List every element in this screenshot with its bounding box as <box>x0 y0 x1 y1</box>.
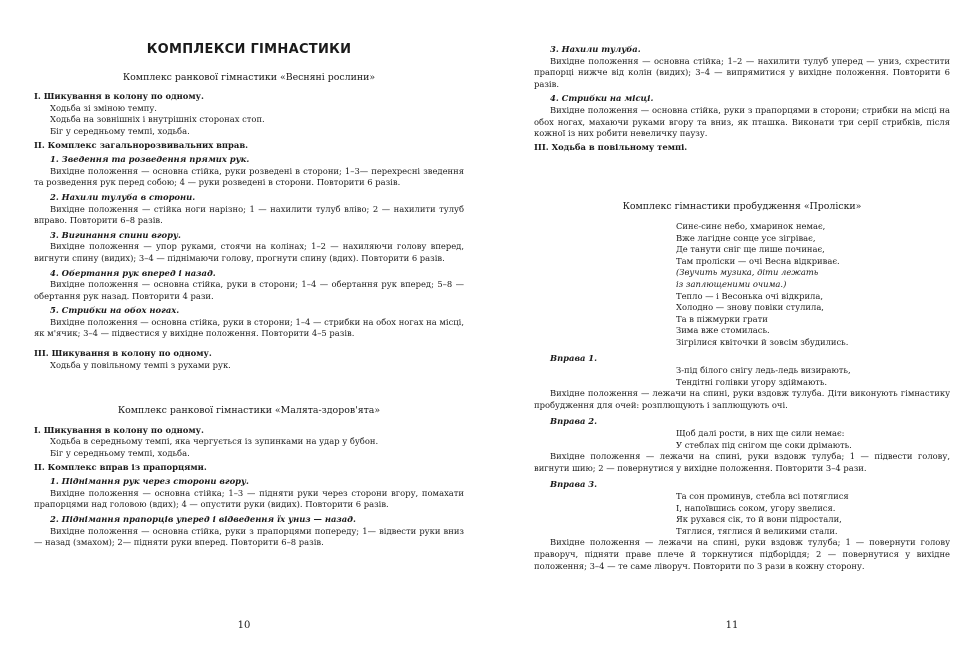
exercise-heading: Вправа 1. <box>550 353 598 364</box>
exercise-title: 1. Піднімання рук через сторони вгору. <box>50 476 249 487</box>
exercise-text: Вихідне положення — лежачи на спині, руки вздовж тулуба; 1 — повернути голову праворуч, підняти праве плече й торкнутися підборіддя; 2 — повернутися у вихідне положення; 3–4 — те саме ліворуч. Повторити по 3 рази в кожну сторону. <box>534 537 950 571</box>
exercise-heading: Вправа 3. <box>550 479 598 490</box>
exercise-title: 2. Нахили тулуба в сторони. <box>50 191 196 202</box>
poem-line: Щоб далі рости, в них ще сили немає: <box>676 428 845 439</box>
exercise-text: Вихідне положення — основна стійка; 1–2 — нахилити тулуб уперед — униз, схрестити прапорці нижче від колін (видих); 3–4 — випрямитися у вихідне положення. Повторити 6 разів. <box>534 55 950 89</box>
exercise-title: 1. Зведення та розведення прямих рук. <box>50 154 250 165</box>
exercise-title: 4. Обертання рук вперед і назад. <box>50 267 216 278</box>
page-number: 10 <box>237 620 251 632</box>
exercise-text: Вихідне положення — основна стійка, руки з прапорцями в сторони; стрибки на місці на обох ногах, махаючи руками вгору та вниз, як пташка. Виконати три серії стрибків, після кожної із них робити невеличку паузу. <box>534 104 950 139</box>
poem-line: Тепло — і Весонька очі відкрила, <box>676 290 824 301</box>
section-heading: ІІ. Комплекс вправ із прапорцями. <box>34 461 207 472</box>
poem-line: Тендітні голівки угору здіймають. <box>676 376 828 387</box>
section-heading: ІІ. Комплекс загальнорозвивальних вправ. <box>34 139 249 150</box>
poem-line: Там проліски — очі Весна відкриває. <box>676 255 840 266</box>
text-line: Ходьба в середньому темпі, яка чергується із зупинками на удар у бубон. <box>50 436 379 447</box>
stage-direction: (Звучить музика, діти лежать <box>676 267 819 278</box>
section-heading: ІІІ. Ходьба в повільному темпі. <box>534 141 688 152</box>
poem-line: Тяглися, тяглися й великими стали. <box>676 525 838 536</box>
poem-line: Як рухався сік, то й вони підростали, <box>676 514 842 525</box>
exercise-text: Вихідне положення — лежачи на спині, руки вздовж тулуба; 1 — підвести голову, вигнути шию; 2 — повернутися у вихідне положення. Повторити 3–4 рази. <box>534 451 950 473</box>
poem-line: Та в піжмурки грати <box>676 313 768 324</box>
page-number: 11 <box>725 620 739 632</box>
exercise-text: Вихідне положення — основна стійка; 1–3 — підняти руки через сторони вгору, помахати прапорцями над головою (вдих); 4 — опустити руки (видих). Повторити 6 разів. <box>34 487 464 510</box>
exercise-text: Вихідне положення — упор руками, стоячи на колінах; 1–2 — нахиляючи голову вперед, вигнути спину (видих); 3–4 — піднімаючи голову, прогнути спину (вдих). Повторити 6 разів. <box>34 241 464 263</box>
exercise-heading: Вправа 2. <box>550 416 598 427</box>
exercise-text: Вихідне положення — основна стійка, руки з прапорцями попереду; 1— відвести руки вниз — назад (змахом); 2— підняти руки вперед. Повторити 6–8 разів. <box>34 525 464 548</box>
poem-line: З-під білого снігу ледь-ледь визирають, <box>676 365 851 376</box>
exercise-text: Вихідне положення — основна стійка, руки в сторони; 1–4 — стрибки на обох ногах на місці, як м'ячик; 3–4 — підвестися у вихідне положення. Повторити 4–5 разів. <box>34 316 464 339</box>
exercise-text: Вихідне положення — стійка ноги нарізно; 1 — нахилити тулуб вліво; 2 — нахилити тулуб вправо. Повторити 6–8 разів. <box>34 203 464 226</box>
text-line: Ходьба на зовнішніх і внутрішніх сторонах стоп. <box>50 114 265 125</box>
page-title: КОМПЛЕКСИ ГІМНАСТИКИ <box>146 42 352 57</box>
poem-line: Зігрілися квіточки й зовсім збудились. <box>676 336 849 347</box>
poem-line: Вже лагідне сонце усе зігріває, <box>676 232 816 243</box>
exercise-text: Вихідне положення — основна стійка, руки в сторони; 1–4 — обертання рук вперед; 5–8 — обертання рук назад. Повторити 4 рази. <box>34 279 464 301</box>
text-line: Ходьба у повільному темпі з рухами рук. <box>50 359 231 370</box>
poem-line: У стеблах під снігом ще соки дрімають. <box>676 439 852 450</box>
right-page <box>488 0 976 654</box>
complex-title-spring-plants: Комплекс ранкової гімнастики «Весняні рослини» <box>122 71 376 83</box>
poem-line: Де танути сніг ще лише починає, <box>676 244 825 255</box>
complex-title-snowdrops: Комплекс гімнастики пробудження «Проліски» <box>622 201 862 213</box>
section-heading: І. Шикування в колону по одному. <box>34 91 204 102</box>
exercise-title: 3. Вигинання спини вгору. <box>50 229 181 240</box>
exercise-title: 5. Стрибки на обох ногах. <box>50 305 180 316</box>
complex-title-healthy-kids: Комплекс ранкової гімнастики «Малята-здоров'ята» <box>117 405 381 417</box>
text-line: Ходьба зі зміною темпу. <box>50 102 157 113</box>
stage-direction: із заплющеними очима.) <box>676 278 787 289</box>
section-heading: І. Шикування в колону по одному. <box>34 424 204 435</box>
exercise-text: Вихідне положення — лежачи на спині, руки вздовж тулуба. Діти виконують гімнастику пробудження для очей: розплющують і заплющують очі. <box>534 388 950 410</box>
exercise-title: 4. Стрибки на місці. <box>550 93 654 104</box>
poem-line: І, напоївшись соком, угору звелися. <box>676 502 836 513</box>
text-line: Біг у середньому темпі, ходьба. <box>50 448 190 459</box>
poem-line: Холодно — знову повіки стулила, <box>676 302 824 313</box>
exercise-title: 2. Піднімання прапорців уперед і відведення їх униз — назад. <box>50 514 356 524</box>
text-line: Біг у середньому темпі, ходьба. <box>50 125 190 136</box>
poem-line: Синє-синє небо, хмаринок немає, <box>676 220 826 231</box>
exercise-title: 3. Нахили тулуба. <box>550 44 641 54</box>
exercise-text: Вихідне положення — основна стійка, руки розведені в сторони; 1–3— перехресні зведення та розведення рук перед собою; 4 — руки розведені в сторони. Повторити 6 разів. <box>34 165 464 188</box>
poem-line: Зима вже стомилась. <box>676 325 770 336</box>
section-heading: ІІІ. Шикування в колону по одному. <box>34 348 212 359</box>
poem-line: Та сон проминув, стебла всі потяглися <box>676 491 849 501</box>
